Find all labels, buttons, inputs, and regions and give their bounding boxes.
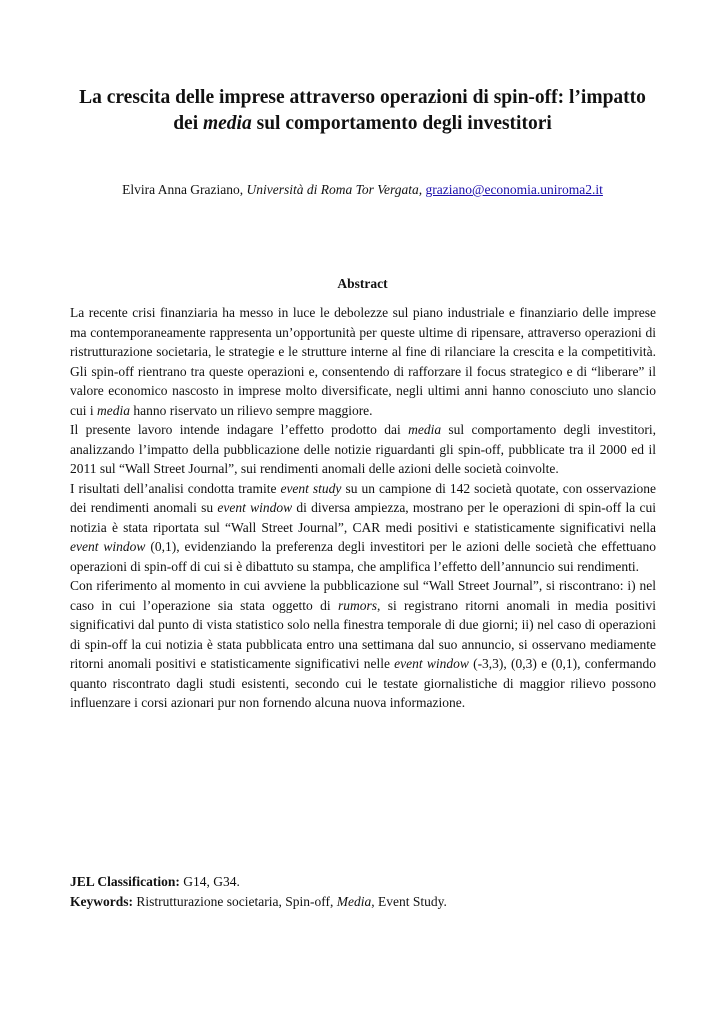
emphasis: event window [217,500,293,515]
title-text: sul comportamento degli investitori [251,113,552,134]
jel-label: JEL Classification: [70,874,180,889]
abstract-heading: Abstract [337,276,388,291]
title-line-1: La crescita delle imprese attraverso operazioni di spin-off: l’impatto [79,87,646,108]
text: (0,1), evidenziando la preferenza degli investitori per le azioni delle società che effettuano operazioni di spin-off di cui si è dibattuto su stampa, che amplifica l’effetto dell’annuncio sui rendimenti. [70,539,656,574]
author-email-link[interactable]: graziano@economia.uniroma2.it [425,182,603,197]
abstract-paragraph-2 [70,420,656,479]
title-line-2 [60,111,665,137]
abstract-paragraph-4 [70,576,656,713]
emphasis: event study [280,480,342,496]
paper-footer [70,872,656,911]
abstract-body [70,303,656,713]
abstract-paragraph-3 [70,479,656,577]
text: Il presente lavoro intende indagare l’effetto prodotto dai [70,422,409,437]
text: Con riferimento al momento in cui avviene la pubblicazione sul “Wall Street Journal”, si riscontrano: i) nel caso in cui l’operazione sia stata oggetto di [70,578,656,613]
jel-classification [70,872,656,892]
keywords [70,892,656,912]
keywords-label: Keywords: [70,893,133,909]
keywords-emphasis: Media [336,893,372,909]
keywords-text: Ristrutturazione societaria, Spin-off, [133,893,337,909]
jel-value: G14, G34. [179,874,240,889]
text: hanno riservato un rilievo sempre maggiore. [130,402,373,418]
emphasis: event window [70,539,146,554]
emphasis: media [97,402,130,418]
text: su un campione di 142 società quotate, con osservazione dei rendimenti anomali su [70,480,656,515]
text: sul comportamento degli investitori, analizzando l’impatto della pubblicazione delle notizie riguardanti gli spin-off, pubblicate tra il 2000 ed il 2011 sul “Wall Street Journal”, sui rendimenti anomali delle azioni delle società coinvolte. [70,422,657,476]
title-text: dei [173,113,203,134]
emphasis: media [408,422,442,437]
keywords-text: , Event Study. [371,893,447,909]
emphasis: rumors [337,597,377,613]
text: di diversa ampiezza, mostrano per le operazioni di spin-off la cui notizia è stata riportata sul “Wall Street Journal”, CAR medi positivi e statisticamente significativi nella [70,500,657,535]
paper-title [60,85,665,137]
author-affiliation: Università di Roma Tor Vergata, [246,182,423,197]
author-line [60,180,665,200]
text: La recente crisi finanziaria ha messo in luce le debolezze sul piano industriale e finanziario delle imprese ma contemporaneamente rappresenta un’opportunità per queste ultime di ripensare, attraverso operazioni di ristrutturazione societaria, le strategie e le strutture interne al fine di rilanciare la crescita e la competitività. Gli spin-off rientrano tra queste operazioni e, consentendo di rafforzare il focus strategico e di “liberare” il valore economico nascosto in imprese molto diversificate, negli ultimi anni hanno conosciuto uno slancio cui i [70,305,656,418]
abstract-paragraph-1 [70,303,656,420]
text: (-3,3), (0,3) e (0,1), confermando quanto riscontrato dagli studi esistenti, secondo cui le testate giornalistiche di maggior rilievo possono influenzare i corsi azionari pur non fornendo alcuna nuova informazione. [70,656,656,710]
emphasis: event window [394,656,469,671]
text: I risultati dell’analisi condotta tramite [70,480,281,496]
text: , si registrano ritorni anomali in media positivi significativi dal punto di vista statistico solo nella finestra temporale di due giorni; ii) nel caso di operazioni di spin-off la cui notizia è stata pubblicata entro una settimana dal suo annuncio, si osservano mediamente ritorni anomali positivi e statisticamente significativi nelle [70,597,657,671]
author-name: Elvira Anna Graziano, [122,182,244,197]
title-emphasis: media [202,113,252,134]
